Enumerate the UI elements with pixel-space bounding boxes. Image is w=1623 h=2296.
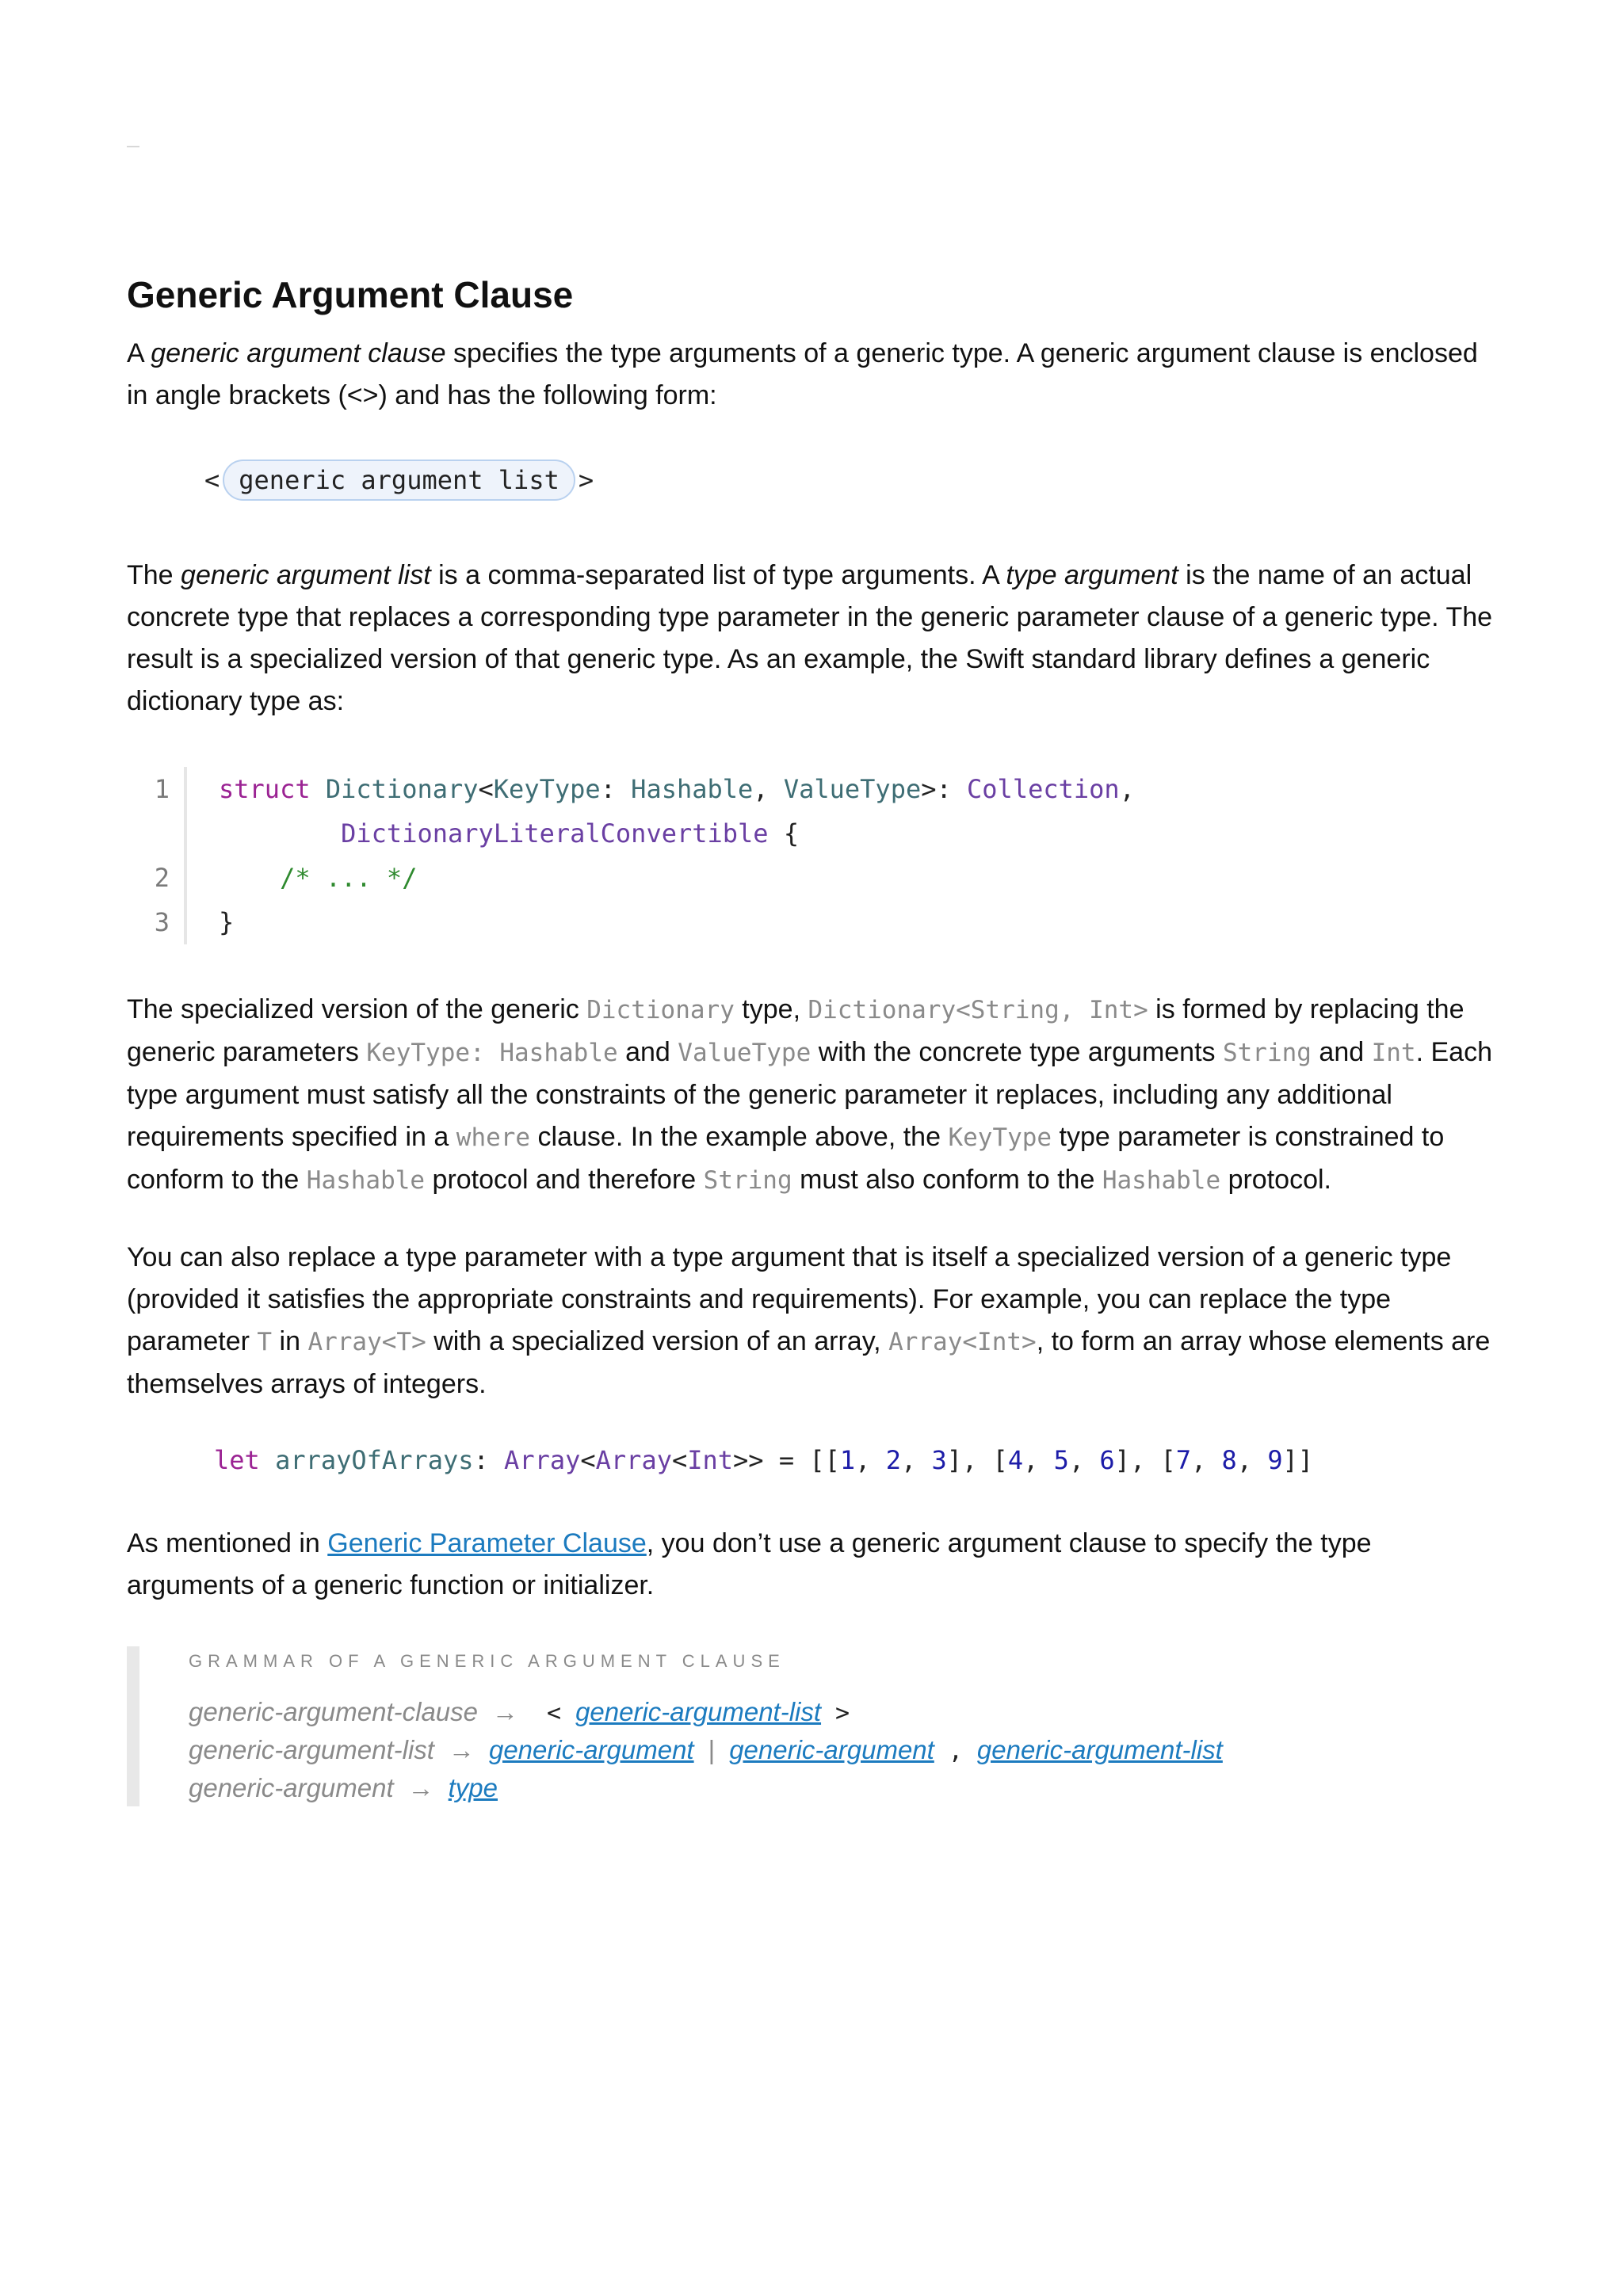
text: is a comma-separated list of type arguments. A bbox=[430, 560, 1006, 590]
inline-code: where bbox=[456, 1123, 531, 1152]
type-name: Dictionary bbox=[325, 774, 479, 804]
inline-code: Dictionary bbox=[586, 996, 735, 1024]
grammar-link[interactable]: generic-argument-list bbox=[575, 1697, 822, 1726]
grammar-rule bbox=[189, 1770, 1506, 1806]
number: 2 bbox=[885, 1445, 901, 1475]
line-number: 1 bbox=[127, 767, 187, 811]
protocol-name: Collection bbox=[967, 774, 1120, 804]
text: is the name of an actual concrete type that replaces a corresponding type parameter in the generic parameter clause of a generic type. The result is a specialized version of that generic type. As an example, the Swift standard library defines a generic dictionary type as: bbox=[127, 560, 1493, 716]
text: , to form an array whose elements are themselves arrays of integers. bbox=[127, 1326, 1491, 1399]
inline-code: Hashable bbox=[306, 1166, 426, 1195]
grammar-title: GRAMMAR OF A GENERIC ARGUMENT CLAUSE bbox=[189, 1651, 785, 1671]
term: generic argument clause bbox=[151, 338, 446, 368]
inline-code: String bbox=[1222, 1039, 1312, 1067]
number: 8 bbox=[1221, 1445, 1237, 1475]
generic-parameter-clause-link[interactable]: Generic Parameter Clause bbox=[327, 1528, 647, 1558]
text: . Each type argument must satisfy all the constraints of the generic parameter it replaces, including any additional requirements specified in a bbox=[127, 1037, 1492, 1152]
punct: < bbox=[580, 1445, 596, 1475]
open-bracket: < bbox=[204, 465, 220, 495]
punct: , bbox=[1236, 1445, 1268, 1475]
grammar-link[interactable]: generic-argument-list bbox=[976, 1735, 1223, 1764]
number: 3 bbox=[931, 1445, 947, 1475]
text: and bbox=[617, 1037, 678, 1067]
text: The bbox=[127, 560, 181, 590]
rule-name: generic-argument-list bbox=[189, 1735, 434, 1764]
code-line bbox=[127, 900, 1506, 944]
literal-token: < bbox=[547, 1699, 562, 1727]
code-text: } bbox=[219, 907, 235, 937]
inline-code: Array<Int> bbox=[888, 1328, 1037, 1356]
code-line bbox=[127, 811, 1506, 856]
text: with the concrete type arguments bbox=[811, 1037, 1223, 1067]
inline-code: Dictionary<String, Int> bbox=[808, 996, 1148, 1024]
inline-code: Array<T> bbox=[307, 1328, 426, 1356]
punct: , bbox=[900, 1445, 932, 1475]
punct: { bbox=[768, 818, 800, 849]
number: 6 bbox=[1099, 1445, 1115, 1475]
literal-token: , bbox=[948, 1737, 963, 1765]
arrow-icon: → bbox=[407, 1773, 434, 1802]
grammar-link[interactable]: generic-argument bbox=[488, 1735, 694, 1764]
keyword: struct bbox=[219, 774, 311, 804]
intro-paragraph bbox=[127, 333, 1506, 417]
number: 9 bbox=[1267, 1445, 1283, 1475]
code-snippet bbox=[214, 1445, 1506, 1475]
variable-name: arrayOfArrays bbox=[259, 1445, 474, 1475]
indent bbox=[219, 818, 341, 849]
text: As mentioned in bbox=[127, 1528, 328, 1558]
paragraph-3 bbox=[127, 989, 1506, 1202]
punct: ], [ bbox=[1114, 1445, 1176, 1475]
text: , you don’t use a generic argument clause to specify the type arguments of a generic function or initializer. bbox=[127, 1528, 1372, 1600]
punct: >> = [[ bbox=[733, 1445, 840, 1475]
punct: : bbox=[473, 1445, 505, 1475]
page-header-mark bbox=[127, 146, 139, 147]
paragraph-2 bbox=[127, 555, 1506, 723]
text: with a specialized version of an array, bbox=[426, 1326, 889, 1356]
literal-token: > bbox=[835, 1699, 850, 1727]
type-param: KeyType bbox=[493, 774, 601, 804]
text: clause. In the example above, the bbox=[530, 1122, 949, 1152]
type-name: Array bbox=[595, 1445, 672, 1475]
code-text bbox=[187, 811, 799, 856]
text: is formed by replacing the generic parameters bbox=[127, 994, 1465, 1067]
type-name: Hashable bbox=[631, 774, 754, 804]
inline-code: KeyType bbox=[948, 1123, 1052, 1152]
indent bbox=[219, 863, 280, 893]
arrow-icon: → bbox=[492, 1697, 519, 1726]
text: A bbox=[127, 338, 151, 368]
inline-code: ValueType bbox=[678, 1039, 812, 1067]
text: type, bbox=[734, 994, 808, 1024]
grammar-box bbox=[127, 1646, 1506, 1806]
punct: , bbox=[1119, 774, 1135, 804]
rule-name: generic-argument-clause bbox=[189, 1697, 479, 1726]
space bbox=[311, 774, 326, 804]
syntax-form bbox=[204, 456, 1506, 504]
text: You can also replace a type parameter with a type argument that is itself a specialized version of a generic type (provided it satisfies the appropriate constraints and requirements). For example, you can replace the type parameter bbox=[127, 1242, 1452, 1356]
grammar-rule bbox=[189, 1694, 1506, 1732]
number: 5 bbox=[1053, 1445, 1069, 1475]
code-text bbox=[187, 767, 1135, 811]
punct: , bbox=[1068, 1445, 1100, 1475]
punct: >: bbox=[921, 774, 968, 804]
grammar-rule bbox=[189, 1732, 1506, 1770]
line-number: 3 bbox=[127, 900, 187, 944]
text: and bbox=[1311, 1037, 1372, 1067]
term: type argument bbox=[1006, 560, 1178, 590]
inline-code: KeyType: Hashable bbox=[366, 1039, 618, 1067]
code-line bbox=[127, 856, 1506, 900]
inline-code: Int bbox=[1371, 1039, 1416, 1067]
number: 1 bbox=[839, 1445, 856, 1475]
type-name: Array bbox=[504, 1445, 581, 1475]
text: The specialized version of the generic bbox=[127, 994, 587, 1024]
punct: , bbox=[753, 774, 784, 804]
number: 4 bbox=[1007, 1445, 1024, 1475]
inline-code: T bbox=[257, 1328, 273, 1356]
grammar-link[interactable]: generic-argument bbox=[729, 1735, 934, 1764]
code-block bbox=[127, 767, 1506, 944]
inline-code: String bbox=[703, 1166, 792, 1195]
arrow-icon: → bbox=[448, 1735, 475, 1764]
placeholder-token: generic argument list bbox=[223, 460, 575, 501]
paragraph-5 bbox=[127, 1523, 1506, 1607]
rule-name: generic-argument bbox=[189, 1773, 394, 1802]
grammar-link[interactable]: type bbox=[448, 1773, 498, 1802]
term: generic argument list bbox=[181, 560, 431, 590]
text: specifies the type arguments of a generic type. A generic argument clause is enclosed in angle brackets (<>) and has the following form: bbox=[127, 338, 1478, 410]
text: must also conform to the bbox=[792, 1165, 1102, 1195]
paragraph-4 bbox=[127, 1237, 1506, 1405]
line-number: 2 bbox=[127, 856, 187, 900]
punct: : bbox=[600, 774, 632, 804]
type-name: Int bbox=[687, 1445, 734, 1475]
protocol-name: DictionaryLiteralConvertible bbox=[341, 818, 769, 849]
punct: ]] bbox=[1282, 1445, 1314, 1475]
text: in bbox=[272, 1326, 308, 1356]
inline-code: Hashable bbox=[1102, 1166, 1221, 1195]
punct: , bbox=[1023, 1445, 1054, 1475]
keyword: let bbox=[214, 1445, 260, 1475]
text: type parameter is constrained to conform to the bbox=[127, 1122, 1445, 1195]
close-bracket: > bbox=[578, 465, 594, 495]
type-param: ValueType bbox=[783, 774, 922, 804]
code-text bbox=[187, 856, 417, 900]
text: protocol and therefore bbox=[425, 1165, 704, 1195]
punct: < bbox=[671, 1445, 688, 1475]
page-title: Generic Argument Clause bbox=[127, 274, 574, 315]
punct: < bbox=[478, 774, 494, 804]
line-number bbox=[127, 811, 187, 856]
punct: , bbox=[1191, 1445, 1222, 1475]
number: 7 bbox=[1175, 1445, 1191, 1475]
code-line bbox=[127, 767, 1506, 811]
punct: ], [ bbox=[946, 1445, 1008, 1475]
text: protocol. bbox=[1220, 1165, 1331, 1195]
punct: , bbox=[855, 1445, 886, 1475]
alternation-bar: | bbox=[708, 1735, 716, 1764]
main-content bbox=[127, 269, 1506, 1806]
comment: /* ... */ bbox=[280, 863, 418, 893]
